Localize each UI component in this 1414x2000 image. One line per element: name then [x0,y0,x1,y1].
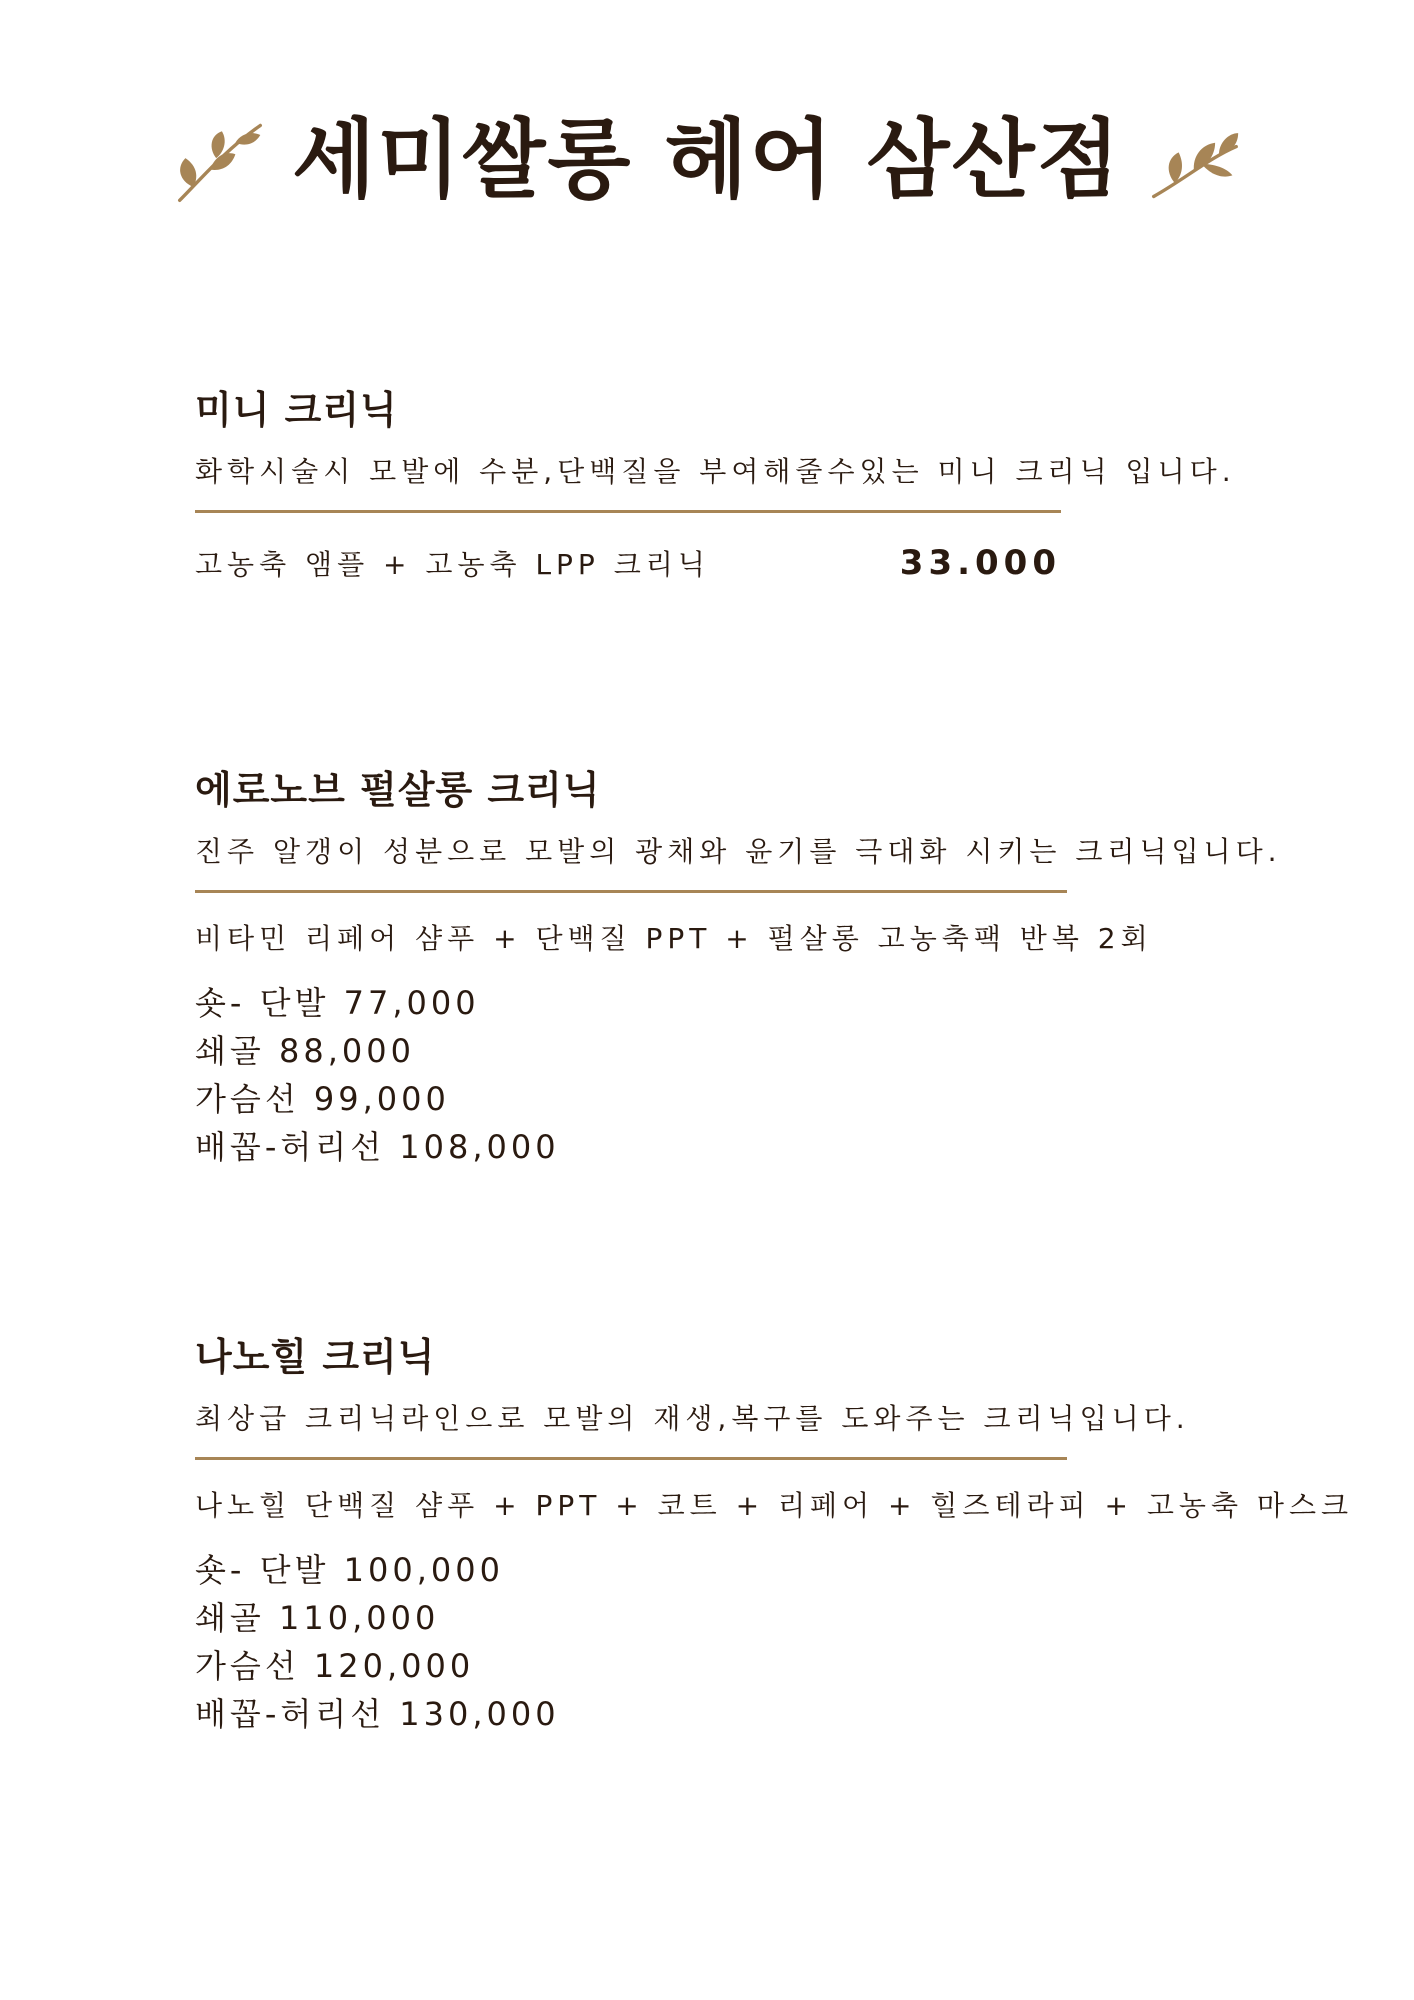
section-pearl-salon-clinic [195,768,1282,1171]
price-waist: 배꼽-허리선 130,000 [195,1695,560,1734]
treatment-item: 고농축 앰플 + 고농축 LPP 크리닉 [195,547,710,581]
divider [195,1457,1067,1460]
section-description: 최상급 크리닉라인으로 모발의 재생,복구를 도와주는 크리닉입니다. [195,1401,1190,1435]
price-short: 숏- 단발 100,000 [195,1551,504,1590]
section-title: 나노힐 크리닉 [195,1335,436,1379]
section-nanoheal-clinic [195,1335,1354,1738]
price-chest: 가슴선 120,000 [195,1647,475,1686]
divider [195,890,1067,893]
divider [195,510,1061,513]
price-row [195,543,1061,583]
section-title: 미니 크리닉 [195,388,398,432]
treatment-price: 33.000 [899,542,1061,583]
header [0,100,1414,220]
price-waist: 배꼽-허리선 108,000 [195,1128,560,1167]
price-chest: 가슴선 99,000 [195,1080,450,1119]
price-list [195,1546,1245,1738]
treatment-item: 비타민 리페어 샴푸 + 단백질 PPT + 펄살롱 고농축팩 반복 2회 [195,921,1153,955]
section-description: 화학시술시 모발에 수분,단백질을 부여해줄수있는 미니 크리닉 입니다. [195,454,1236,488]
olive-branch-icon [172,112,268,208]
price-collarbone: 쇄골 110,000 [195,1599,440,1638]
price-short: 숏- 단발 77,000 [195,984,480,1023]
section-title: 에로노브 펄살롱 크리닉 [195,768,601,812]
price-collarbone: 쇄골 88,000 [195,1032,415,1071]
olive-branch-icon [1146,112,1242,208]
price-list [195,979,1245,1171]
page-title: 세미쌀롱 헤어 삼산점 [292,110,1122,210]
section-description: 진주 알갱이 성분으로 모발의 광채와 윤기를 극대화 시키는 크리닉입니다. [195,834,1282,868]
section-mini-clinic [195,388,1245,583]
treatment-item: 나노힐 단백질 샴푸 + PPT + 코트 + 리페어 + 힐즈테라피 + 고농축 마스크 [195,1488,1354,1522]
